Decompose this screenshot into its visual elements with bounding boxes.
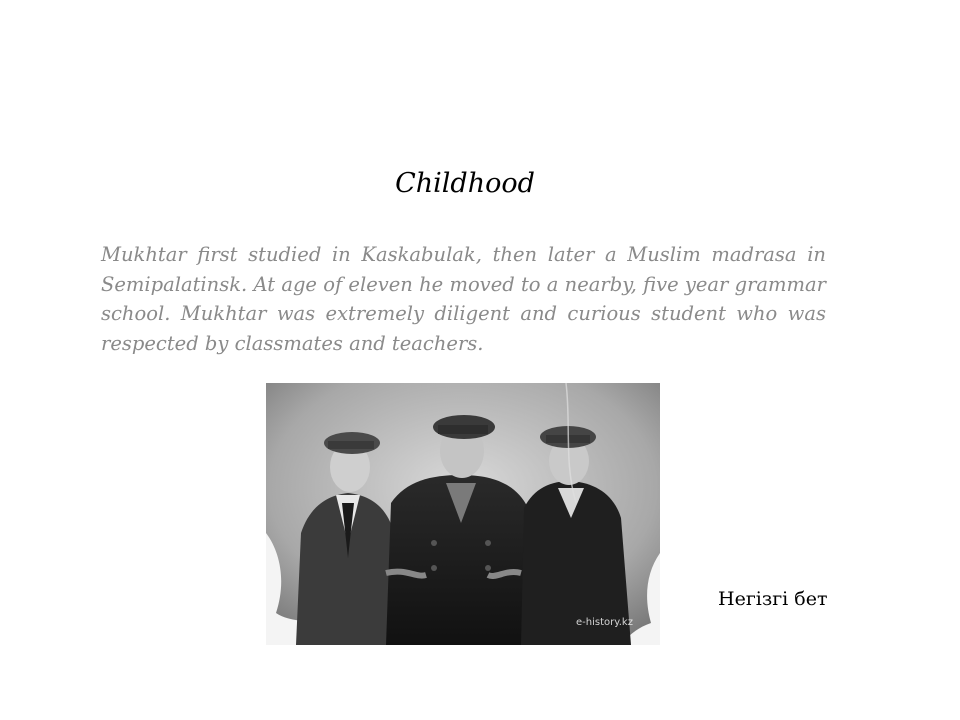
historical-photo	[266, 383, 660, 645]
photo-watermark: e-history.kz	[576, 617, 633, 628]
home-page-link[interactable]: Негізгі бет	[718, 588, 828, 610]
slide-title: Childhood	[395, 168, 535, 199]
body-paragraph: Mukhtar first studied in Kaskabulak, then later a Muslim madrasa in Semipalatinsk. At age of eleven he moved to a nearby, five year grammar school. Mukhtar was extremely diligent and curious student who was respected by classmates and teachers.	[101, 243, 826, 355]
